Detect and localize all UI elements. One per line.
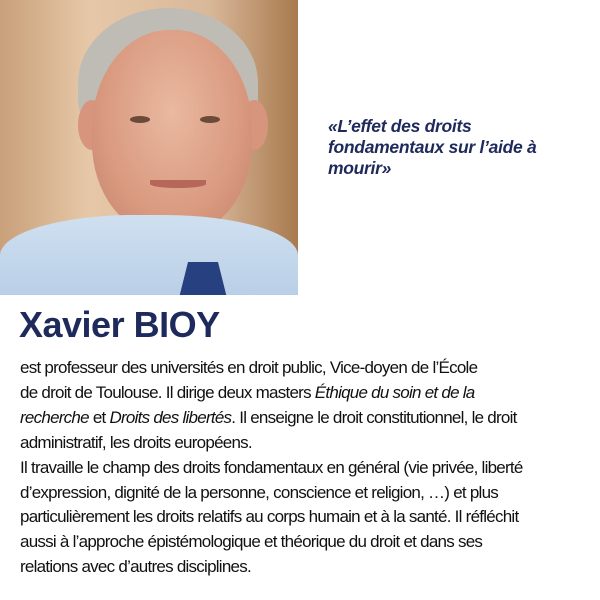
bio-line — [20, 356, 595, 381]
bio-line — [20, 456, 595, 481]
portrait-mouth — [150, 180, 206, 188]
bio-text: de droit de Toulouse. Il dirige deux masters — [20, 382, 315, 402]
portrait-face — [92, 30, 252, 235]
bio-line — [20, 381, 595, 406]
bio-line — [20, 530, 595, 555]
bio-text: est professeur des universités en droit public, Vice-doyen de l’École — [20, 358, 478, 377]
bio-text: d’expression, dignité de la personne, conscience et religion, …) et plus — [20, 482, 499, 502]
quote-line: fondamentaux sur l’aide à — [328, 137, 537, 157]
portrait-eye — [200, 116, 220, 123]
portrait-eye — [130, 116, 150, 123]
bio-text: administratif, les droits européens. — [20, 432, 252, 452]
bio-text: relations avec d’autres disciplines. — [20, 557, 251, 577]
bio-text: et — [88, 407, 110, 427]
bio-line — [20, 481, 595, 506]
bio-text: Il travaille le champ des droits fondamentaux en général (vie privée, liberté — [20, 457, 523, 477]
bio-line — [20, 431, 595, 456]
quote-line: «L’effet des droits — [328, 116, 472, 136]
bio-line — [20, 555, 595, 580]
portrait-shirt — [0, 215, 298, 295]
talk-title-quote — [328, 116, 588, 179]
portrait-photo — [0, 0, 298, 295]
bio-text: . Il enseigne le droit constitutionnel, le droit — [231, 407, 517, 427]
bio-line — [20, 406, 595, 431]
bio-line — [20, 505, 595, 530]
bio-text: particulièrement les droits relatifs au corps humain et à la santé. Il réfléchit — [20, 507, 519, 527]
bio-master-title: Droits des libertés — [109, 407, 232, 427]
bio-master-title: Éthique du soin et de la — [314, 382, 475, 402]
bio-master-title: recherche — [20, 407, 89, 427]
bio-text: aussi à l’approche épistémologique et théorique du droit et dans ses — [20, 532, 483, 552]
quote-line: mourir» — [328, 158, 392, 178]
speaker-biography — [20, 356, 595, 580]
speaker-name: Xavier BIOY — [19, 304, 220, 345]
